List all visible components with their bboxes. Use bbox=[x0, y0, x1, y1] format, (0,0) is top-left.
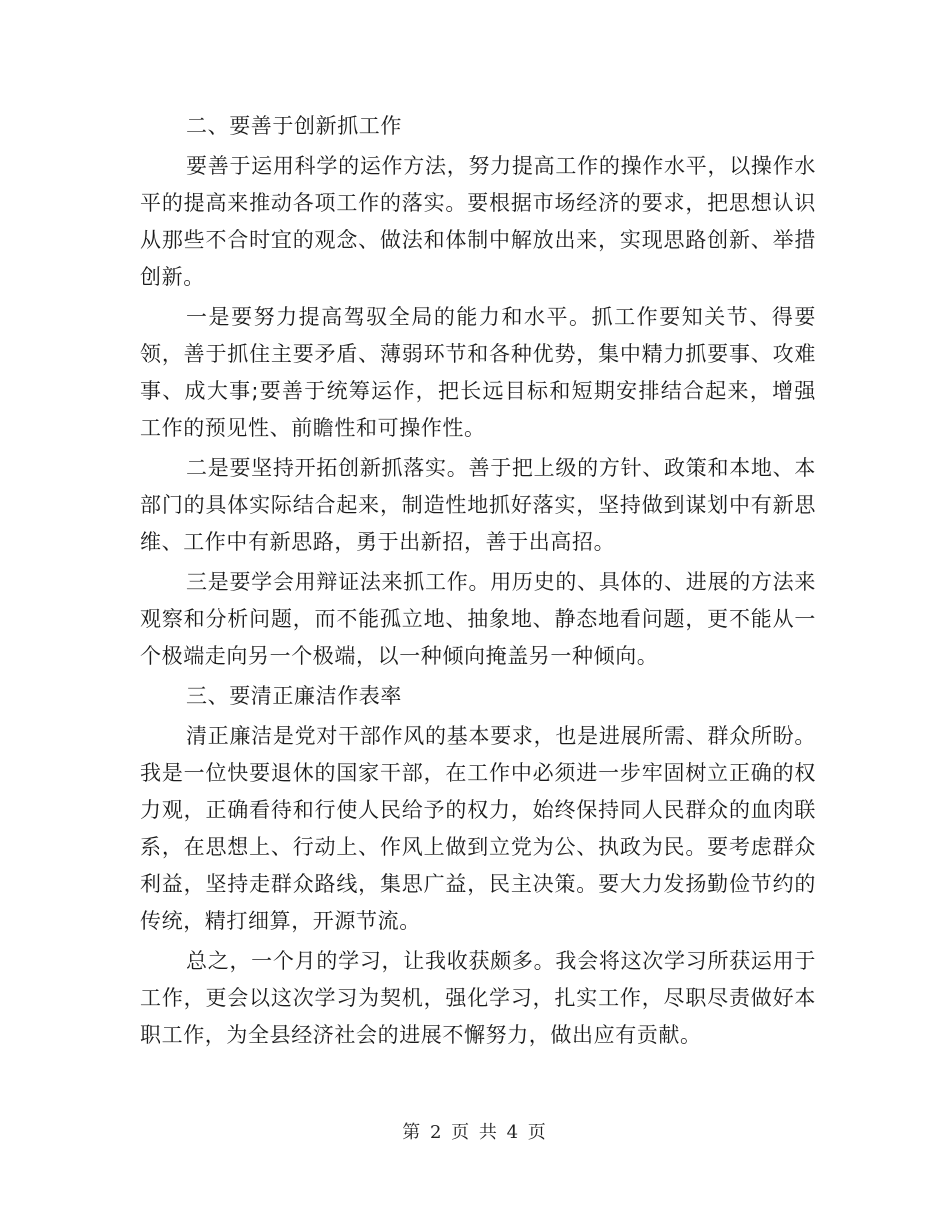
paragraph-section-2-point-3: 三是要学会用辩证法来抓工作。用历史的、具体的、进展的方法来观察和分析问题，而不能孤立地、抽象地、静态地看问题，更不能从一个极端走向另一个极端，以一种倾向掩盖另一种倾向。 bbox=[140, 570, 816, 668]
document-body bbox=[140, 108, 816, 1054]
paragraph-section-2-intro: 要善于运用科学的运作方法，努力提高工作的操作水平，以操作水平的提高来推动各项工作的落实。要根据市场经济的要求，把思想认识从那些不合时宜的观念、做法和体制中解放出来，实现思路创新、举措创新。 bbox=[140, 154, 816, 289]
paragraph-summary: 总之，一个月的学习，让我收获颇多。我会将这次学习所获运用于工作，更会以这次学习为契机，强化学习，扎实工作，尽职尽责做好本职工作，为全县经济社会的进展不懈努力，做出应有贡献。 bbox=[140, 949, 816, 1047]
paragraph-section-2-point-2: 二是要坚持开拓创新抓落实。善于把上级的方针、政策和本地、本部门的具体实际结合起来，制造性地抓好落实，坚持做到谋划中有新思维、工作中有新思路，勇于出新招，善于出高招。 bbox=[140, 456, 816, 554]
page-number-footer: 第 2 页 共 4 页 bbox=[402, 1122, 548, 1143]
paragraph-section-3: 清正廉洁是党对干部作风的基本要求，也是进展所需、群众所盼。我是一位快要退休的国家干部，在工作中必须进一步牢固树立正确的权力观，正确看待和行使人民给予的权力，始终保持同人民群众的血肉联系，在思想上、行动上、作风上做到立党为公、执政为民。要考虑群众利益，坚持走群众路线，集思广益，民主决策。要大力发扬勤俭节约的传统，精打细算，开源节流。 bbox=[140, 724, 816, 933]
section-heading-2: 二、要善于创新抓工作 bbox=[186, 114, 402, 138]
paragraph-section-2-point-1: 一是要努力提高驾驭全局的能力和水平。抓工作要知关节、得要领，善于抓住主要矛盾、薄弱环节和各种优势，集中精力抓要事、攻难事、成大事;要善于统筹运作，把长远目标和短期安排结合起来，增强工作的预见性、前瞻性和可操作性。 bbox=[140, 305, 816, 440]
section-heading-3: 三、要清正廉洁作表率 bbox=[186, 684, 402, 708]
